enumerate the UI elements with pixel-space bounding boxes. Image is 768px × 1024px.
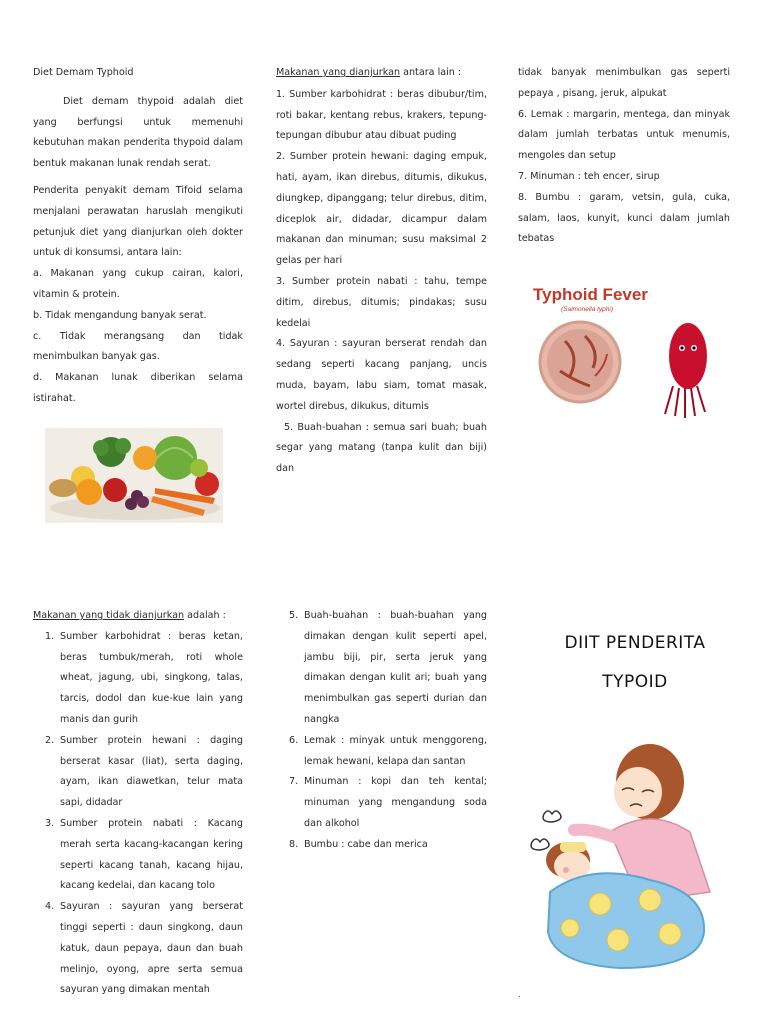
- list-item: 8. Bumbu : cabe dan merica: [289, 838, 428, 850]
- heading-underlined: Makanan yang tidak dianjurkan: [33, 610, 185, 621]
- list-item: 8. Bumbu : garam, vetsin, gula, cuka, salam, laos, kunyit, kunci dalam jumlah tebatas: [518, 191, 730, 245]
- list-item: 7. Minuman : kopi dan teh kental; minuman yang mengandung soda dan alkohol: [289, 776, 487, 829]
- bacteria-illustration: [525, 316, 725, 420]
- list-item: 4. Sayuran : sayuran berserat rendah dan sedang seperti kacang panjang, uncis muda, bayam, labu siam, tomat masak, wortel direbus, dikukus, ditumis: [276, 338, 487, 412]
- panel-recommended-continued: [518, 63, 730, 250]
- cabbage-icon: [153, 436, 197, 480]
- panel-not-recommended-continued: [289, 606, 487, 856]
- not-recommended-list-continued: [289, 606, 487, 856]
- list-item: a. Makanan yang cukup cairan, kalori, vitamin & protein.: [33, 268, 243, 300]
- list-item: 1. Sumber karbohidrat : beras dibubur/tim, roti bakar, kentang rebus, krakers, tepung-tepungan dibubur atau dibuat puding: [276, 88, 487, 142]
- list-item: 5. Buah-buahan : buah-buahan yang dimakan dengan kulit seperti apel, jambu biji, pir, serta jeruk yang dimakan dengan kulit ari; buah yang menimbulkan gas seperti durian dan nangka: [289, 610, 487, 725]
- bacterium-plush-icon: [669, 323, 707, 389]
- not-recommended-list: [45, 627, 243, 1001]
- recommended-heading: Makanan yang dianjurkan antara lain :: [276, 67, 462, 78]
- image-title: Typhoid Fever: [533, 285, 648, 304]
- image-subtitle: (Salmonella typhi): [561, 306, 614, 313]
- list-item: c. Tidak merangsang dan tidak menimbulkan banyak gas.: [33, 330, 243, 363]
- list-item: 3. Sumber protein nabati : Kacang merah serta kacang-kacangan kering seperti kacang tanah, kacang hijau, kacang kedelai, dan kacang tolo: [45, 817, 243, 892]
- not-recommended-heading: Makanan yang tidak dianjurkan adalah :: [33, 610, 226, 621]
- footnote-dot: .: [518, 990, 521, 1000]
- continuation-text: tidak banyak menimbulkan gas seperti pepaya , pisang, jeruk, alpukat: [518, 67, 730, 99]
- sick-child-illustration: [530, 742, 720, 970]
- panel-title: Diet Demam Typhoid: [33, 67, 134, 78]
- list-item: 1. Sumber karbohidrat : beras ketan, beras tumbuk/merah, roti whole wheat, jagung, ubi, singkong, talas, tarcis, dodol dan kue-kue lain yang manis dan gurih: [45, 630, 243, 725]
- list-item: 6. Lemak : minyak untuk menggoreng, lemak hewani, kelapa dan santan: [289, 734, 487, 767]
- recommended-list-continued: [518, 105, 730, 251]
- list-item: b. Tidak mengandung banyak serat.: [33, 309, 207, 321]
- panel-diet-intro: [33, 63, 243, 410]
- heading-underlined: Makanan yang dianjurkan: [276, 67, 401, 78]
- list-item: 7. Minuman : teh encer, sirup: [518, 170, 660, 182]
- vegetables-image: [45, 428, 223, 523]
- cover-title-line2: TYPOID: [602, 672, 668, 692]
- list-item: 4. Sayuran : sayuran yang berserat tinggi seperti : daun singkong, daun katuk, daun pepaya, daun dan buah melinjo, oyong, apre serta semua sayuran yang dimakan mentah: [45, 901, 243, 996]
- list-item: 5. Buah-buahan : semua sari buah; buah segar yang matang (tanpa kulit dan biji) dan: [276, 421, 487, 475]
- cover-title-line1: DIIT PENDERITA: [564, 633, 706, 653]
- list-item: d. Makanan lunak diberikan selama istirahat.: [33, 372, 243, 404]
- guideline-paragraph: Penderita penyakit demam Tifoid selama menjalani perawatan haruslah mengikuti petunjuk diet yang dianjurkan oleh dokter untuk di konsumsi, antara lain:: [33, 184, 243, 259]
- list-item: 6. Lemak : margarin, mentega, dan minyak dalam jumlah terbatas untuk menumis, mengoles dan setup: [518, 108, 730, 162]
- intro-paragraph: Diet demam thypoid adalah diet yang berfungsi untuk memenuhi kebutuhan makan penderita thypoid dalam bentuk makanan lunak rendah serat.: [33, 95, 243, 170]
- panel-recommended-foods: [276, 63, 487, 480]
- mother-face-icon: [614, 767, 662, 817]
- list-item: 2. Sumber protein hewani: daging empuk, hati, ayam, ikan direbus, ditumis, dikukus, diungkep, dipanggang; telur direbus, ditim, diceplok air, didadar, dicampur dalam makanan dan minuman; susu maksimal 2 gelas per hari: [276, 151, 487, 267]
- recommended-list: [276, 85, 487, 480]
- typhoid-fever-image: [525, 280, 725, 420]
- guideline-list: [33, 264, 243, 410]
- panel-not-recommended: [33, 606, 243, 1001]
- list-item: 3. Sumber protein nabati : tahu, tempe ditim, direbus, ditumis; pindakas; susu kedelai: [276, 275, 487, 329]
- list-item: 2. Sumber protein hewani : daging berserat kasar (liat), serta daging, ayam, ikan diawetkan, telur mata sapi, didadar: [45, 734, 243, 809]
